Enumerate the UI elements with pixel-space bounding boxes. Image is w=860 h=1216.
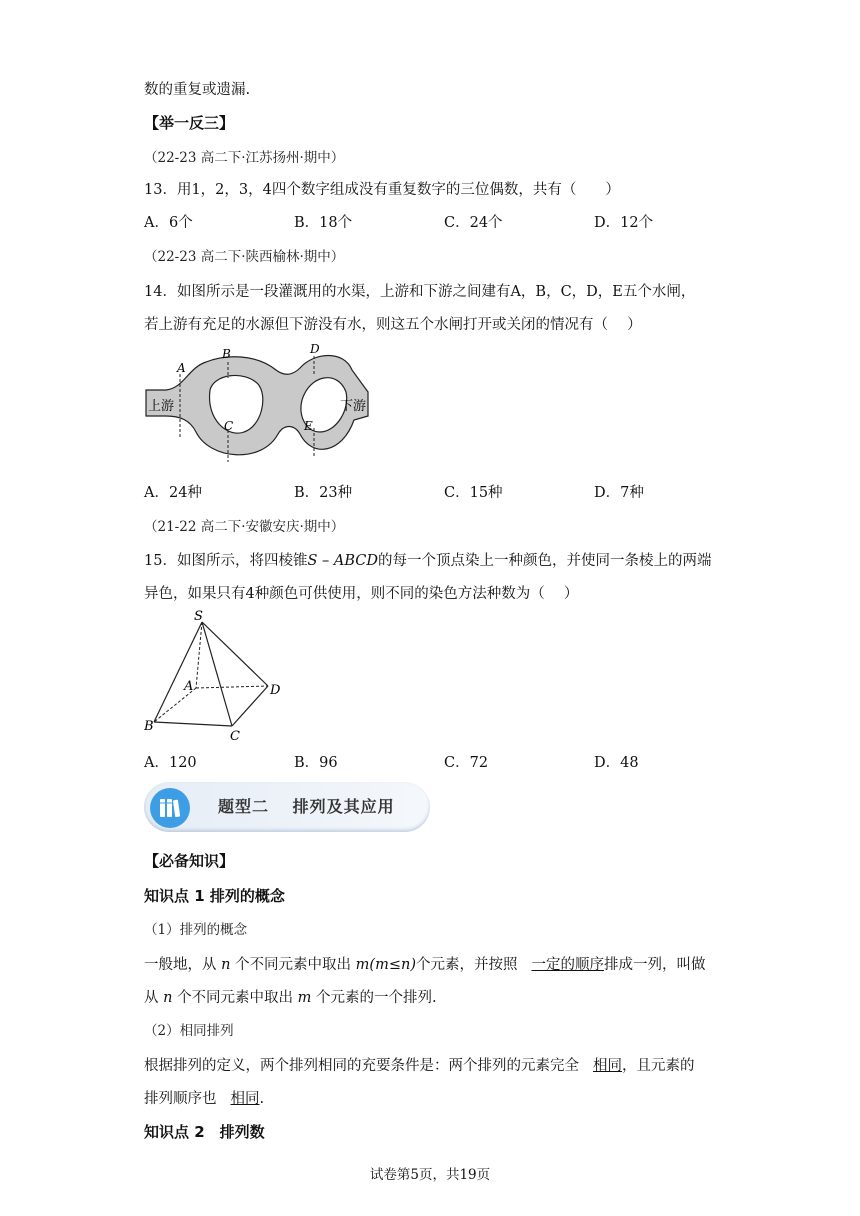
- para3-line1: [144, 1054, 695, 1075]
- para1-condition: (m≤n): [369, 957, 416, 973]
- para3-fill-blank: 相同: [593, 1058, 622, 1074]
- gate-d-label: D: [310, 342, 320, 356]
- para2-text-c: 个元素的一个排列.: [316, 990, 437, 1006]
- q15-stem-line2: 异色，如果只有4种颜色可供使用，则不同的染色方法种数为（ ）: [144, 586, 579, 602]
- q15-source: （21-22 高二下·安徽安庆·期中）: [144, 519, 345, 535]
- banner-title: 题型二 排列及其应用: [218, 797, 395, 816]
- q13-option-a: A．6个: [144, 215, 193, 231]
- intro-tail-text: 数的重复或遗漏.: [144, 82, 251, 98]
- q15-option-a: A．120: [144, 755, 197, 771]
- vertex-s-label: S: [194, 609, 203, 624]
- q14-option-a: A．24种: [144, 485, 202, 501]
- para2-var-n: n: [163, 990, 173, 1006]
- vertex-c-label: C: [230, 729, 240, 742]
- para2-text-a: 从: [144, 990, 159, 1006]
- para1-line1: [144, 953, 705, 974]
- canal-downstream-label: 下游: [340, 399, 367, 414]
- knowledge-heading: 【必备知识】: [144, 852, 235, 870]
- q13-option-d: D．12个: [594, 215, 654, 231]
- pyramid-figure: [144, 606, 292, 742]
- para1-line2: [144, 986, 437, 1007]
- q13-stem: 13．用1，2，3，4四个数字组成没有重复数字的三位偶数，共有（ ）: [144, 182, 620, 198]
- q14-option-b: B．23种: [294, 485, 353, 501]
- vertex-b-label: B: [144, 719, 154, 734]
- para3-text-a: 根据排列的定义，两个排列相同的充要条件是：两个排列的元素完全: [144, 1058, 579, 1074]
- q14-source: （22-23 高二下·陕西榆林·期中）: [144, 249, 345, 265]
- q15-option-d: D．48: [594, 755, 639, 771]
- para2-text-b: 个不同元素中取出: [177, 990, 294, 1006]
- para4-fill-blank: 相同: [230, 1091, 260, 1107]
- q15-pyramid-symbol: S – ABCD: [307, 553, 378, 569]
- q13-source: （22-23 高二下·江苏扬州·期中）: [144, 150, 345, 166]
- para3-text-b: ，且元素的: [622, 1058, 695, 1074]
- q15-stem-text-a: 15．如图所示，将四棱锥: [144, 553, 308, 569]
- q14-stem-line1: 14．如图所示是一段灌溉用的水渠，上游和下游之间建有A，B，C，D，E五个水闸，: [144, 284, 696, 300]
- para3-line2: [144, 1087, 264, 1108]
- para4-text-b: .: [259, 1091, 265, 1107]
- canal-figure: [144, 340, 372, 465]
- para1-text-d: 排成一列，叫做: [603, 957, 706, 973]
- section-banner: [144, 782, 430, 832]
- sub1-title: （1）排列的概念: [144, 922, 248, 938]
- para1-fill-blank: 一定的顺序: [531, 957, 604, 973]
- gate-a-label: A: [177, 361, 186, 375]
- canal-upstream-label: 上游: [148, 399, 175, 414]
- gate-b-label: B: [222, 347, 231, 361]
- para1-text-b: 个不同元素中取出: [235, 957, 352, 973]
- page-footer: 试卷第5页，共19页: [369, 1167, 491, 1183]
- sub2-title: （2）相同排列: [144, 1023, 234, 1039]
- q15-option-c: C．72: [444, 755, 489, 771]
- books-icon: [150, 788, 190, 828]
- point2-title: 知识点 2 排列数: [144, 1123, 265, 1141]
- section-heading: 【举一反三】: [144, 114, 235, 132]
- q13-option-b: B．18个: [294, 215, 353, 231]
- q14-option-d: D．7种: [594, 485, 644, 501]
- para1-var-m: m: [355, 957, 370, 973]
- q15-option-b: B．96: [294, 755, 338, 771]
- q13-option-c: C．24个: [444, 215, 503, 231]
- gate-c-label: C: [224, 419, 234, 433]
- para4-text-a: 排列顺序也: [144, 1091, 217, 1107]
- para1-text-c: 个元素，并按照: [415, 957, 518, 973]
- vertex-d-label: D: [270, 683, 281, 698]
- q15-stem-text-b: 的每一个顶点染上一种颜色，并使同一条棱上的两端: [377, 553, 712, 569]
- point1-title: 知识点 1 排列的概念: [144, 887, 285, 905]
- para1-text-a: 一般地，从: [144, 957, 217, 973]
- q15-stem-line1: [144, 549, 711, 570]
- para1-var-n: n: [221, 957, 231, 973]
- gate-e-label: E: [304, 419, 313, 433]
- para2-var-m: m: [297, 990, 312, 1006]
- q14-option-c: C．15种: [444, 485, 503, 501]
- q14-stem-line2: 若上游有充足的水源但下游没有水，则这五个水闸打开或关闭的情况有（ ）: [144, 317, 642, 333]
- vertex-a-label: A: [184, 679, 194, 694]
